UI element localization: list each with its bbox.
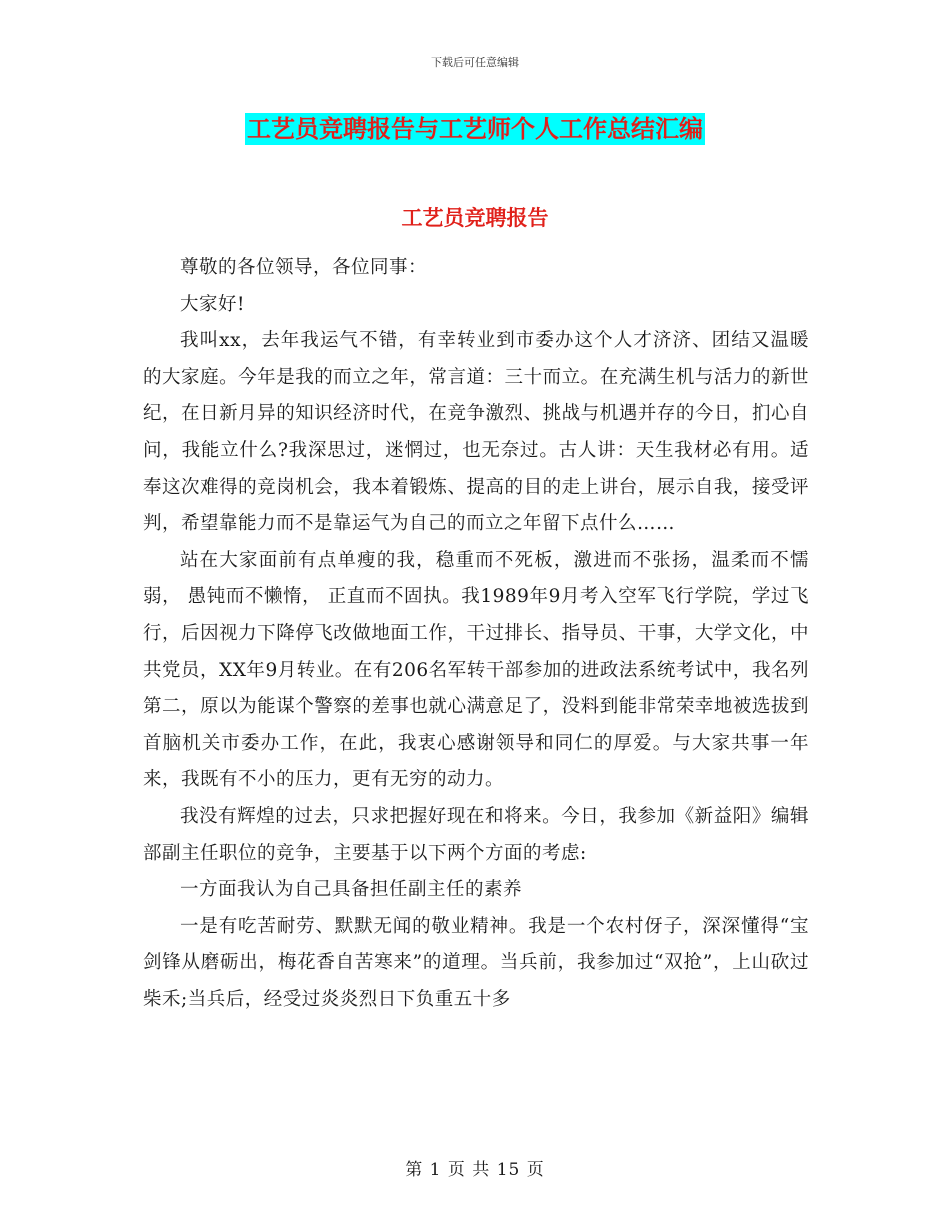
- page-header-note: 下载后可任意编辑: [431, 56, 519, 69]
- paragraph-greeting: 大家好!: [180, 293, 245, 315]
- main-title-container: [0, 113, 950, 145]
- paragraph: 我叫xx，去年我运气不错，有幸转业到市委办这个人才济济、团结又温暖的大家庭。今年是我的而立之年，常言道：三十而立。在充满生机与活力的新世纪，在日新月异的知识经济时代，在竞争激烈、挑战与机遇并存的今日，扪心自问，我能立什么?我深思过，迷惘过，也无奈过。古人讲：天生我材必有用。适奉这次难得的竞岗机会，我本着锻炼、提高的目的走上讲台，展示自我，接受评判，希望靠能力而不是靠运气为自己的而立之年留下点什么……: [143, 330, 809, 535]
- paragraph-salutation: 尊敬的各位领导，各位同事：: [180, 257, 428, 278]
- section-title: 工艺员竞聘报告: [401, 205, 549, 230]
- main-title: 工艺员竞聘报告与工艺师个人工作总结汇编: [247, 114, 703, 143]
- document-body: [143, 250, 809, 1018]
- page-number-footer: 第 1 页 共 15 页: [405, 1160, 545, 1180]
- paragraph: 一是有吃苦耐劳、默默无闻的敬业精神。我是一个农村伢子，深深懂得“宝剑锋从磨砺出，梅花香自苦寒来”的道理。当兵前，我参加过“双抢”，上山砍过柴禾;当兵后，经受过炎炎烈日下负重五十多: [143, 915, 809, 1010]
- paragraph: 一方面我认为自己具备担任副主任的素养: [180, 879, 523, 901]
- paragraph: 站在大家面前有点单瘦的我，稳重而不死板，激进而不张扬，温柔而不懦弱， 愚钝而不懒惰， 正直而不固执。我1989年9月考入空军飞行学院，学过飞行，后因视力下降停飞改做地面工作，干过排长、指导员、干事，大学文化，中共党员，XX年9月转业。在有206名军转干部参加的进政法系统考试中，我名列第二，原以为能谋个警察的差事也就心满意足了，没料到能非常荣幸地被选拔到首脑机关市委办工作，在此，我衷心感谢领导和同仁的厚爱。与大家共事一年来，我既有不小的压力，更有无穷的动力。: [143, 549, 809, 791]
- paragraph: 我没有辉煌的过去，只求把握好现在和将来。今日，我参加《新益阳》编辑部副主任职位的竞争，主要基于以下两个方面的考虑:: [143, 805, 809, 864]
